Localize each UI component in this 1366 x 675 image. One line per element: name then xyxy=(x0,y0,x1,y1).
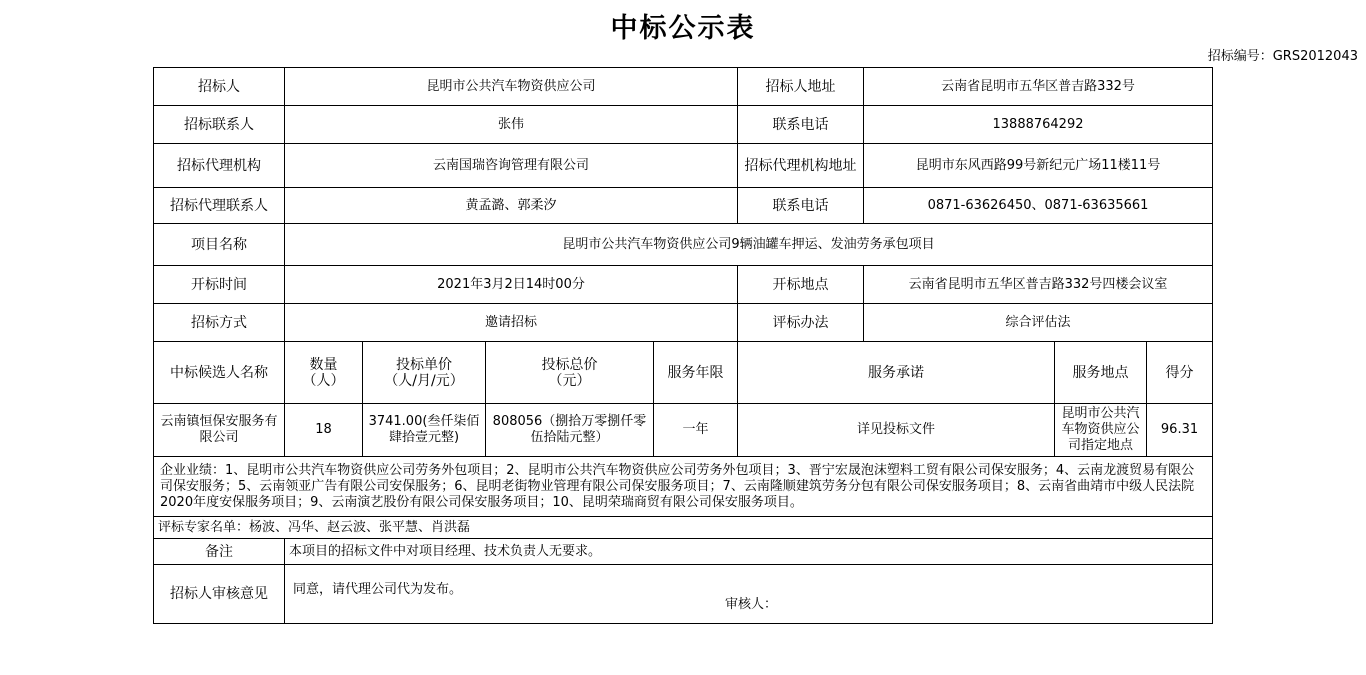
open-place-value: 云南省昆明市五华区普吉路332号四楼会议室 xyxy=(864,266,1213,304)
candidate-unit-price: 3741.00(叁仟柒佰肆拾壹元整) xyxy=(363,404,486,457)
years-header: 服务年限 xyxy=(654,342,738,404)
candidate-qty: 18 xyxy=(285,404,363,457)
experts-row xyxy=(154,517,1213,539)
location-header: 服务地点 xyxy=(1055,342,1147,404)
table-row xyxy=(154,68,1213,106)
project-label: 项目名称 xyxy=(154,224,285,266)
remarks-label: 备注 xyxy=(154,539,285,565)
open-place-label: 开标地点 xyxy=(738,266,864,304)
method-label: 招标方式 xyxy=(154,304,285,342)
agency-address-label: 招标代理机构地址 xyxy=(738,144,864,188)
table-row xyxy=(154,304,1213,342)
method-value: 邀请招标 xyxy=(285,304,738,342)
candidate-name: 云南镇恒保安服务有限公司 xyxy=(154,404,285,457)
review-opinion: 同意，请代理公司代为发布。 xyxy=(293,582,463,597)
total-price-header: 投标总价 （元） xyxy=(486,342,654,404)
phone-label: 联系电话 xyxy=(738,106,864,144)
candidate-score: 96.31 xyxy=(1147,404,1213,457)
table-row xyxy=(154,224,1213,266)
qty-header: 数量 （人） xyxy=(285,342,363,404)
candidate-total-price: 808056（捌拾万零捌仟零伍拾陆元整） xyxy=(486,404,654,457)
candidate-location: 昆明市公共汽车物资供应公司指定地点 xyxy=(1055,404,1147,457)
contact-value: 张伟 xyxy=(285,106,738,144)
unit-price-header: 投标单价 （人/月/元） xyxy=(363,342,486,404)
commitment-header: 服务承诺 xyxy=(738,342,1055,404)
agency-contact-value: 黄孟潞、郭柔汐 xyxy=(285,188,738,224)
performance-text: 企业业绩：1、昆明市公共汽车物资供应公司劳务外包项目；2、昆明市公共汽车物资供应公司劳务外包项目；3、晋宁宏晟泡沫塑料工贸有限公司保安服务；4、云南龙渡贸易有限公司保安服务；5、云南领亚广告有限公司安保服务；6、昆明老街物业管理有限公司保安服务项目；7、云南隆顺建筑劳务分包有限公司保安服务项目；8、云南省曲靖市中级人民法院2020年度安保服务项目；9、云南演艺股份有限公司保安服务项目；10、昆明荣瑞商贸有限公司保安服务项目。 xyxy=(154,457,1213,517)
agency-contact-label: 招标代理联系人 xyxy=(154,188,285,224)
review-label: 招标人审核意见 xyxy=(154,565,285,624)
remarks-text: 本项目的招标文件中对项目经理、技术负责人无要求。 xyxy=(285,539,1213,565)
bid-result-table xyxy=(153,67,1213,624)
project-value: 昆明市公共汽车物资供应公司9辆油罐车押运、发油劳务承包项目 xyxy=(285,224,1213,266)
tenderer-label: 招标人 xyxy=(154,68,285,106)
remarks-row xyxy=(154,539,1213,565)
agency-label: 招标代理机构 xyxy=(154,144,285,188)
agency-phone-value: 0871-63626450、0871-63635661 xyxy=(864,188,1213,224)
tenderer-address-value: 云南省昆明市五华区普吉路332号 xyxy=(864,68,1213,106)
table-row xyxy=(154,106,1213,144)
reviewer-label: 审核人： xyxy=(725,597,778,612)
candidate-years: 一年 xyxy=(654,404,738,457)
agency-value: 云南国瑞咨询管理有限公司 xyxy=(285,144,738,188)
candidate-header-row xyxy=(154,342,1213,404)
eval-value: 综合评估法 xyxy=(864,304,1213,342)
table-row xyxy=(154,266,1213,304)
agency-phone-label: 联系电话 xyxy=(738,188,864,224)
bid-number: 招标编号：GRS2012043 xyxy=(1207,49,1358,64)
table-row xyxy=(154,188,1213,224)
table-row xyxy=(154,144,1213,188)
open-time-label: 开标时间 xyxy=(154,266,285,304)
candidate-row xyxy=(154,404,1213,457)
phone-value: 13888764292 xyxy=(864,106,1213,144)
agency-address-value: 昆明市东风西路99号新纪元广场11楼11号 xyxy=(864,144,1213,188)
tenderer-address-label: 招标人地址 xyxy=(738,68,864,106)
candidate-commitment: 详见投标文件 xyxy=(738,404,1055,457)
candidate-name-header: 中标候选人名称 xyxy=(154,342,285,404)
eval-label: 评标办法 xyxy=(738,304,864,342)
performance-row xyxy=(154,457,1213,517)
page-title: 中标公示表 xyxy=(610,13,756,44)
score-header: 得分 xyxy=(1147,342,1213,404)
tenderer-value: 昆明市公共汽车物资供应公司 xyxy=(285,68,738,106)
open-time-value: 2021年3月2日14时00分 xyxy=(285,266,738,304)
contact-label: 招标联系人 xyxy=(154,106,285,144)
review-cell xyxy=(285,565,1213,624)
experts-text: 评标专家名单：杨波、冯华、赵云波、张平慧、肖洪磊 xyxy=(154,517,1213,539)
review-row xyxy=(154,565,1213,624)
